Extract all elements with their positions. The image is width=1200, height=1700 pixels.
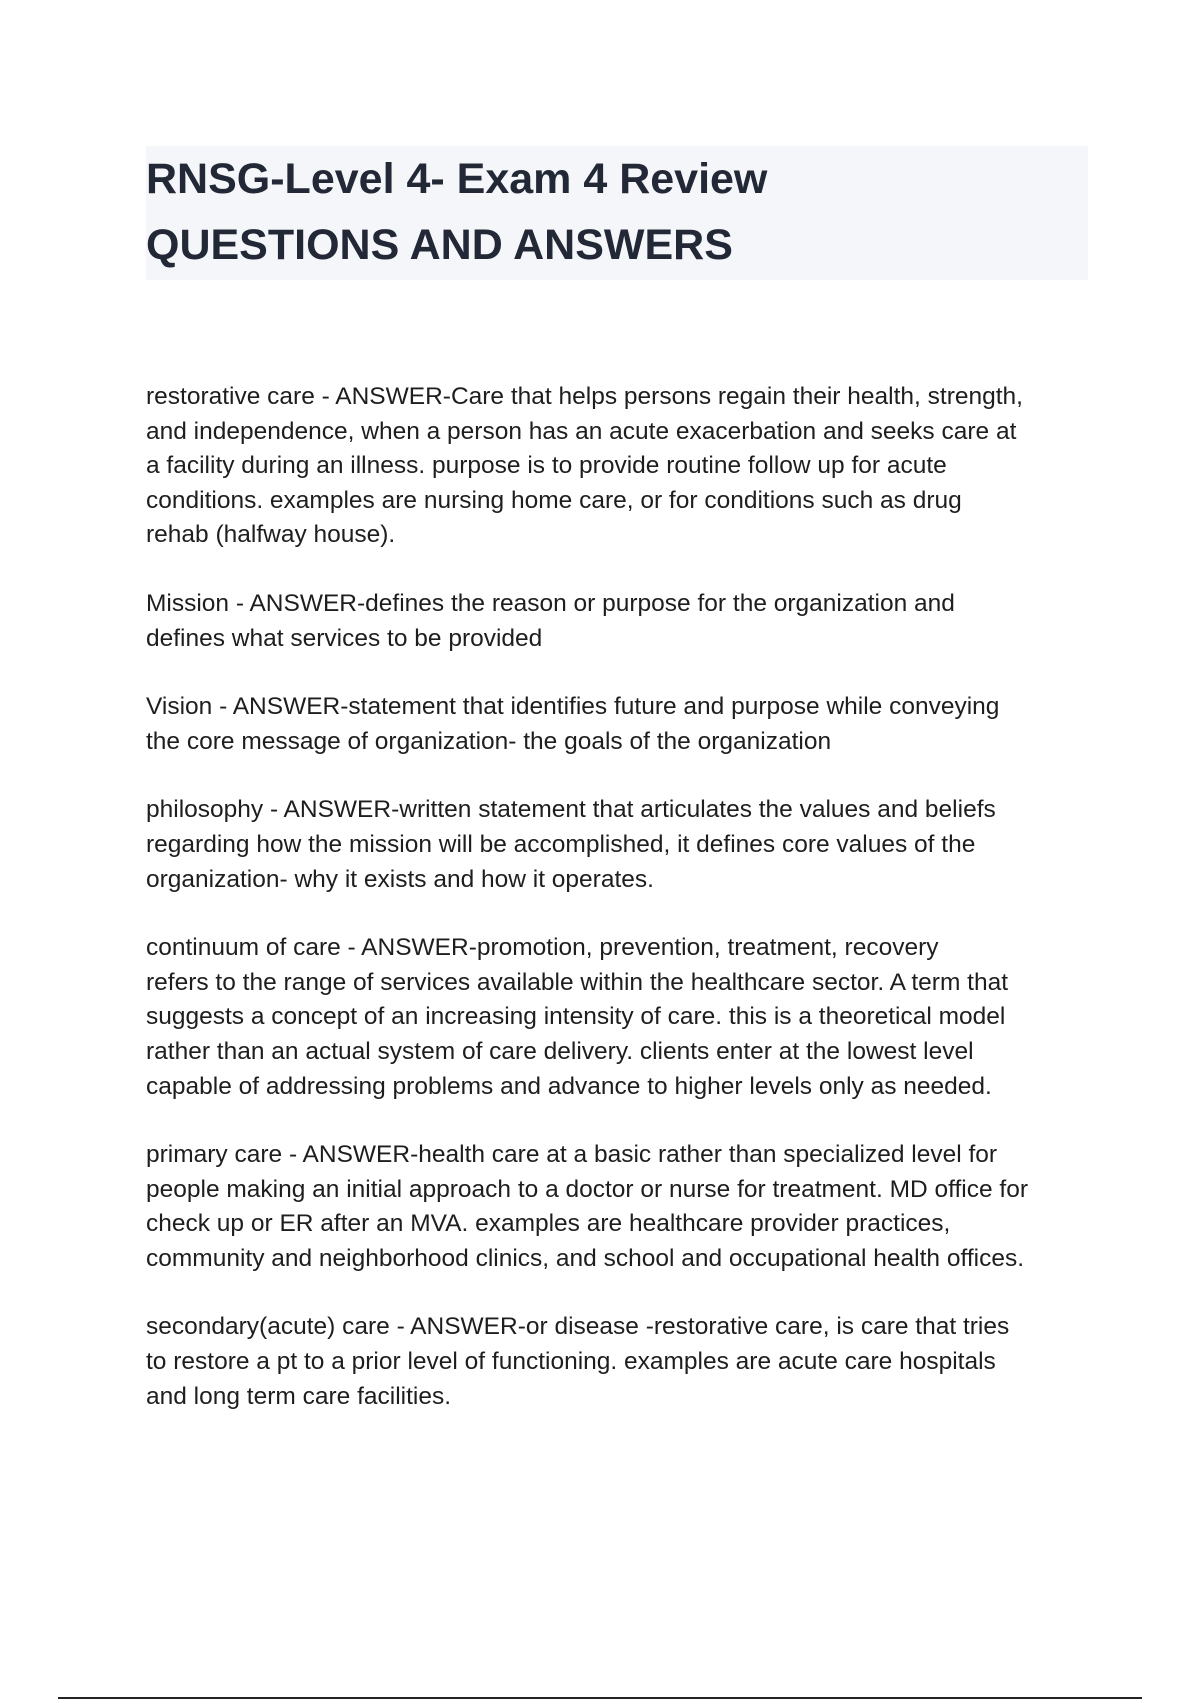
entry-line: refers to the range of services available within the healthcare sector. A term that <box>146 968 1009 996</box>
entry-line: and independence, when a person has an acute exacerbation and seeks care at <box>146 417 1017 445</box>
entry-line: Vision - ANSWER-statement that identifies future and purpose while conveying <box>146 693 1000 721</box>
qa-entry-philosophy <box>146 793 1096 897</box>
entry-line: philosophy - ANSWER-written statement that articulates the values and beliefs <box>146 796 996 824</box>
entry-line: secondary(acute) care - ANSWER-or disease -restorative care, is care that tries <box>146 1313 1010 1341</box>
entry-line: primary care - ANSWER-health care at a basic rather than specialized level for <box>146 1141 998 1169</box>
entry-line: Mission - ANSWER-defines the reason or purpose for the organization and <box>146 589 955 617</box>
entry-line: people making an initial approach to a doctor or nurse for treatment. MD office for <box>146 1175 1029 1203</box>
footer-divider <box>58 1697 1142 1699</box>
qa-entry-mission <box>146 587 1096 656</box>
entry-line: rather than an actual system of care delivery. clients enter at the lowest level <box>146 1037 974 1065</box>
entry-line: restorative care - ANSWER-Care that helps persons regain their health, strength, <box>146 383 1023 410</box>
qa-entry-vision <box>146 690 1096 759</box>
page-title-line-2: QUESTIONS AND ANSWERS <box>146 221 733 269</box>
entry-line: and long term care facilities. <box>146 1382 452 1410</box>
entry-line: suggests a concept of an increasing intensity of care. this is a theoretical model <box>146 1003 1006 1031</box>
qa-entry-secondary-care <box>146 1310 1096 1414</box>
entry-line: the core message of organization- the goals of the organization <box>146 727 832 755</box>
qa-entry-restorative-care <box>146 380 1096 553</box>
page-title-line-1: RNSG-Level 4- Exam 4 Review <box>146 155 768 203</box>
entry-line: defines what services to be provided <box>146 624 543 652</box>
entry-line: to restore a pt to a prior level of functioning. examples are acute care hospitals <box>146 1348 996 1376</box>
qa-content <box>146 380 1096 1448</box>
entry-line: regarding how the mission will be accomplished, it defines core values of the <box>146 830 976 858</box>
entry-line: capable of addressing problems and advance to higher levels only as needed. <box>146 1072 992 1100</box>
qa-entry-continuum-of-care <box>146 931 1096 1104</box>
entry-line: community and neighborhood clinics, and school and occupational health offices. <box>146 1244 1025 1272</box>
entry-line: rehab (halfway house). <box>146 521 396 549</box>
entry-line: organization- why it exists and how it operates. <box>146 865 654 893</box>
entry-line: check up or ER after an MVA. examples are healthcare provider practices, <box>146 1210 951 1238</box>
qa-entry-primary-care <box>146 1138 1096 1276</box>
entry-line: a facility during an illness. purpose is to provide routine follow up for acute <box>146 452 947 480</box>
entry-line: continuum of care - ANSWER-promotion, prevention, treatment, recovery <box>146 934 939 962</box>
title-banner <box>146 146 1088 280</box>
entry-line: conditions. examples are nursing home care, or for conditions such as drug <box>146 486 962 514</box>
